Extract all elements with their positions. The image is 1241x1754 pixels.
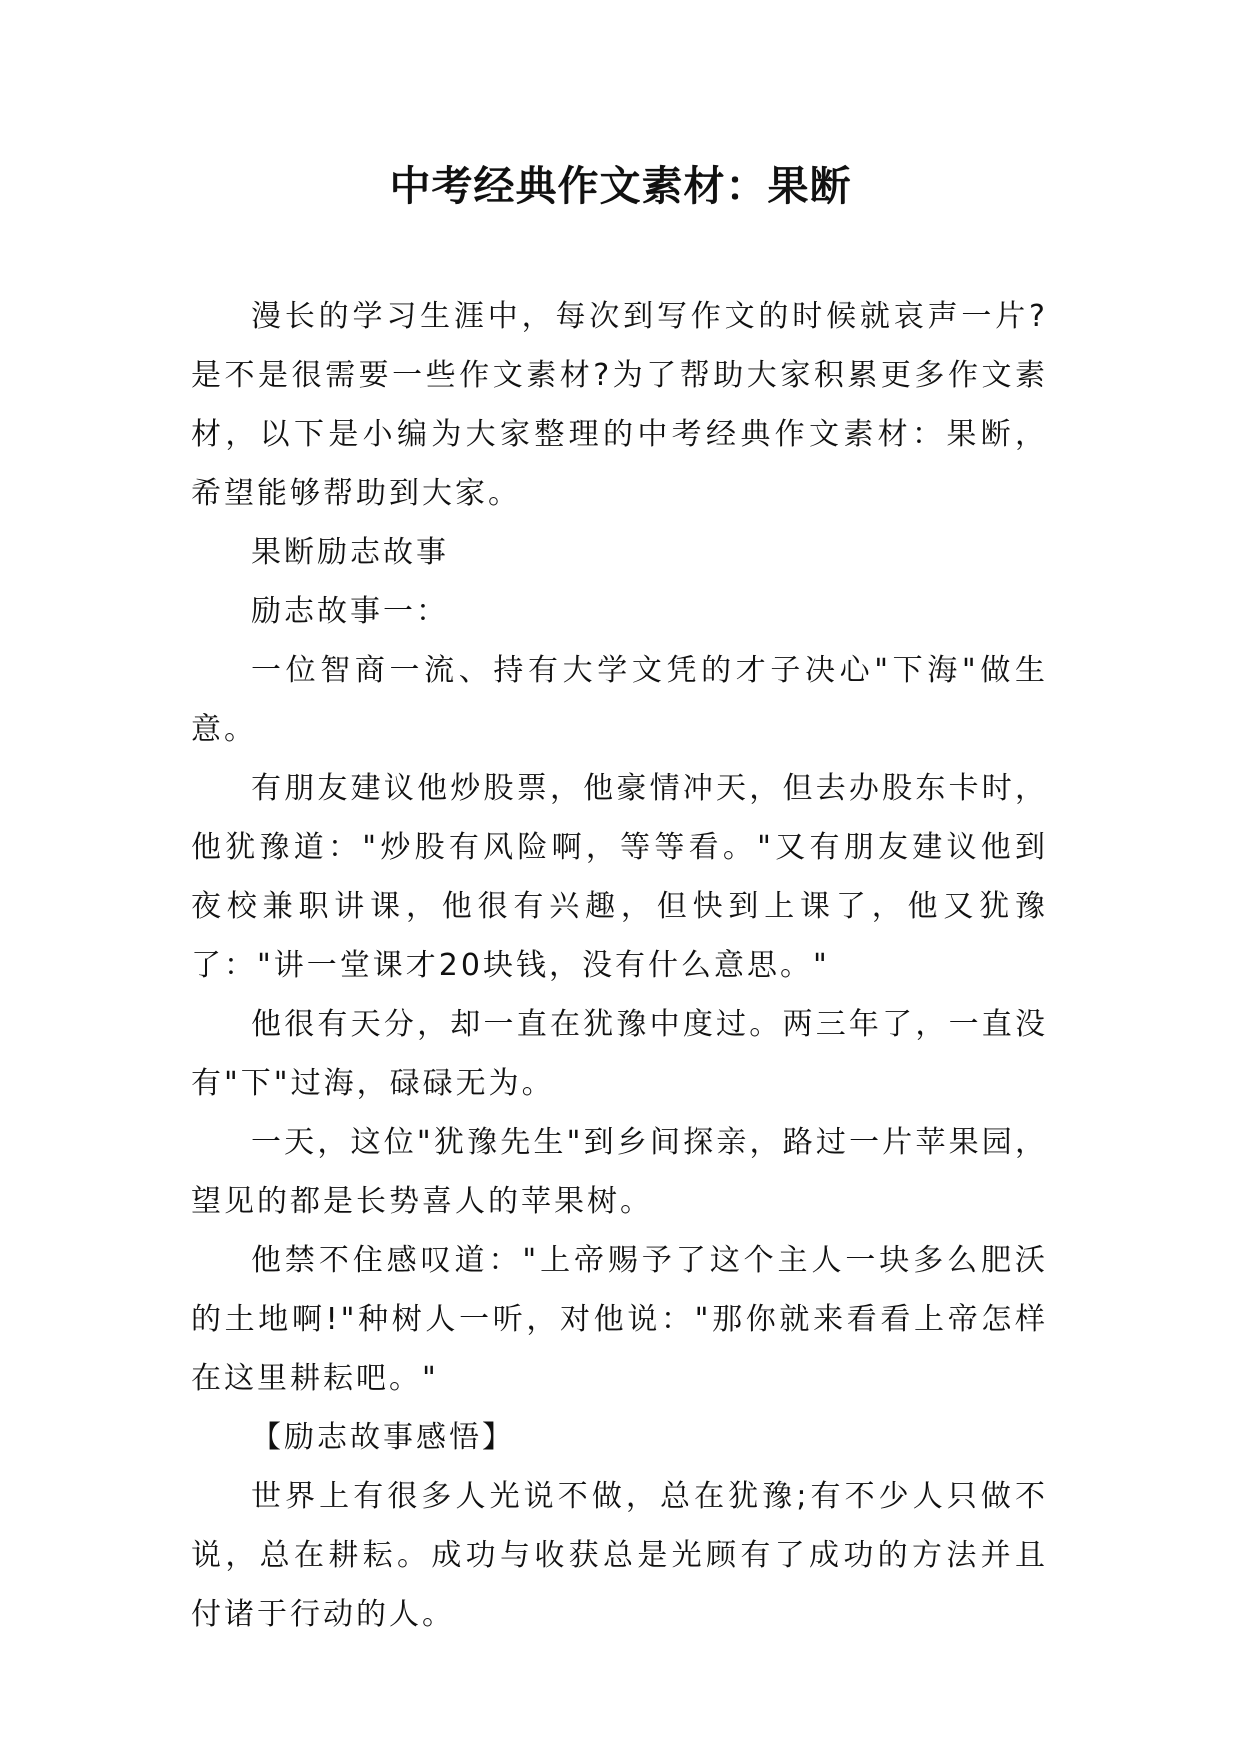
paragraph: 有朋友建议他炒股票，他豪情冲天，但去办股东卡时，他犹豫道："炒股有风险啊，等等看。"又有朋友建议他到夜校兼职讲课，他很有兴趣，但快到上课了，他又犹豫了："讲一堂课才20块钱，没有什么意思。"	[191, 771, 1048, 983]
paragraph: 一天，这位"犹豫先生"到乡间探亲，路过一片苹果园，望见的都是长势喜人的苹果树。	[191, 1125, 1048, 1219]
paragraph: 漫长的学习生涯中，每次到写作文的时候就哀声一片?是不是很需要一些作文素材?为了帮助大家积累更多作文素材，以下是小编为大家整理的中考经典作文素材：果断，希望能够帮助到大家。	[191, 299, 1048, 511]
insight-heading: 【励志故事感悟】	[251, 1420, 515, 1455]
paragraph: 世界上有很多人光说不做，总在犹豫;有不少人只做不说，总在耕耘。成功与收获总是光顾有了成功的方法并且付诸于行动的人。	[191, 1479, 1048, 1632]
document-title: 中考经典作文素材：果断	[389, 162, 852, 210]
paragraph: 他很有天分，却一直在犹豫中度过。两三年了，一直没有"下"过海，碌碌无为。	[191, 1007, 1048, 1101]
paragraph: 一位智商一流、持有大学文凭的才子决心"下海"做生意。	[191, 653, 1048, 747]
document-body	[191, 287, 1048, 1644]
paragraph: 他禁不住感叹道："上帝赐予了这个主人一块多么肥沃的土地啊!"种树人一听，对他说："那你就来看看上帝怎样在这里耕耘吧。"	[191, 1243, 1048, 1396]
story-heading: 励志故事一：	[251, 594, 449, 629]
section-heading: 果断励志故事	[251, 535, 449, 570]
